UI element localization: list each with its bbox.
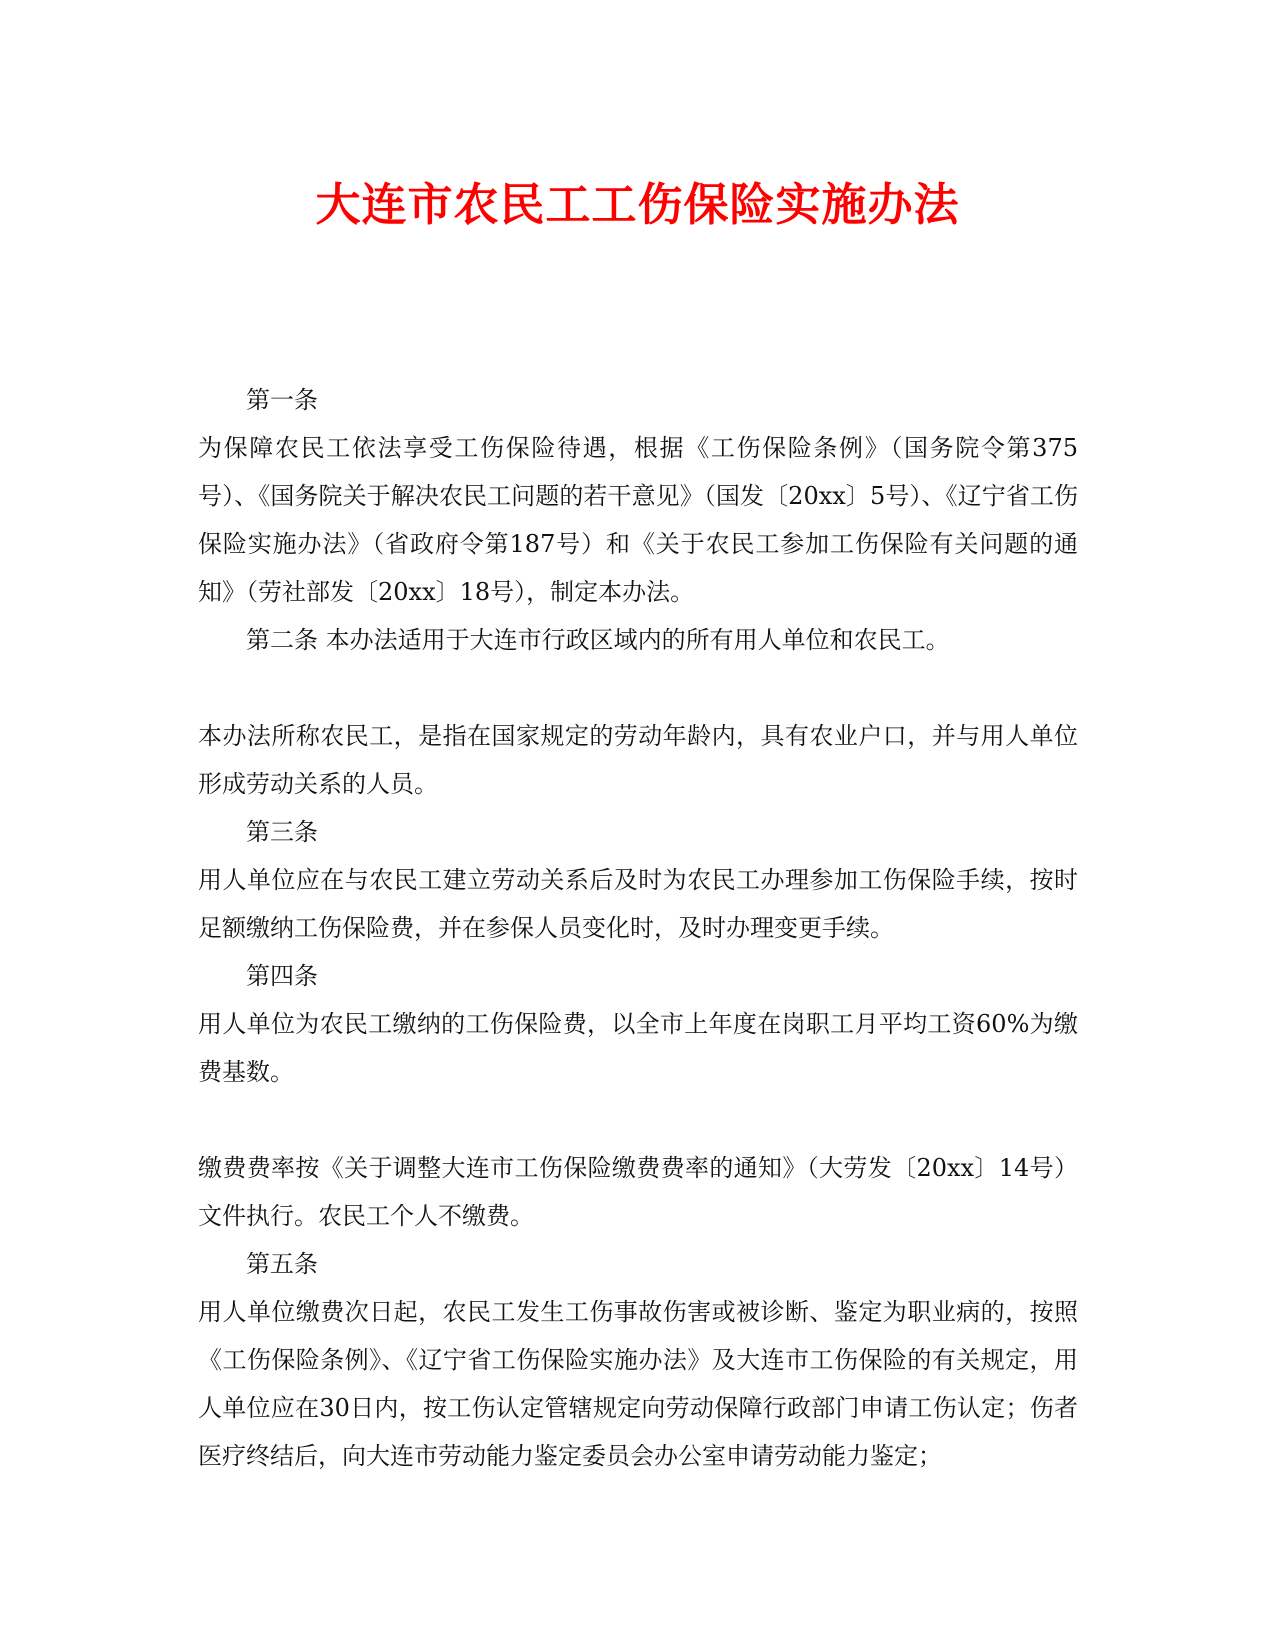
article-5-heading: 第五条 bbox=[246, 1250, 318, 1278]
article-1-text: 为保障农民工依法享受工伤保险待遇，根据《工伤保险条例》（国务院令第375号）、《国务院关于解决农民工问题的若干意见》（国发〔20xx〕5号）、《辽宁省工伤保险实施办法》（省政府令第187号）和《关于农民工参加工伤保险有关问题的通知》（劳社部发〔20xx〕18号），制定本办法。 bbox=[198, 434, 1078, 606]
article-4-rate: 缴费费率按《关于调整大连市工伤保险缴费费率的通知》（大劳发〔20xx〕14号）文件执行。农民工个人不缴费。 bbox=[198, 1154, 1078, 1230]
document-title: 大连市农民工工伤保险实施办法 bbox=[315, 178, 960, 231]
article-1-heading: 第一条 bbox=[246, 386, 318, 414]
document-body bbox=[198, 376, 1078, 1480]
article-4-heading: 第四条 bbox=[246, 962, 318, 990]
article-5-text: 用人单位缴费次日起，农民工发生工伤事故伤害或被诊断、鉴定为职业病的，按照《工伤保险条例》、《辽宁省工伤保险实施办法》及大连市工伤保险的有关规定，用人单位应在30日内，按工伤认定管辖规定向劳动保障行政部门申请工伤认定；伤者医疗终结后，向大连市劳动能力鉴定委员会办公室申请劳动能力鉴定； bbox=[198, 1298, 1078, 1470]
article-3-heading: 第三条 bbox=[246, 818, 318, 846]
article-2-definition: 本办法所称农民工，是指在国家规定的劳动年龄内，具有农业户口，并与用人单位形成劳动关系的人员。 bbox=[198, 722, 1078, 798]
article-4-text: 用人单位为农民工缴纳的工伤保险费，以全市上年度在岗职工月平均工资60%为缴费基数。 bbox=[198, 1010, 1078, 1086]
article-3-text: 用人单位应在与农民工建立劳动关系后及时为农民工办理参加工伤保险手续，按时足额缴纳工伤保险费，并在参保人员变化时，及时办理变更手续。 bbox=[198, 866, 1078, 942]
article-2-text: 第二条 本办法适用于大连市行政区域内的所有用人单位和农民工。 bbox=[246, 626, 950, 654]
